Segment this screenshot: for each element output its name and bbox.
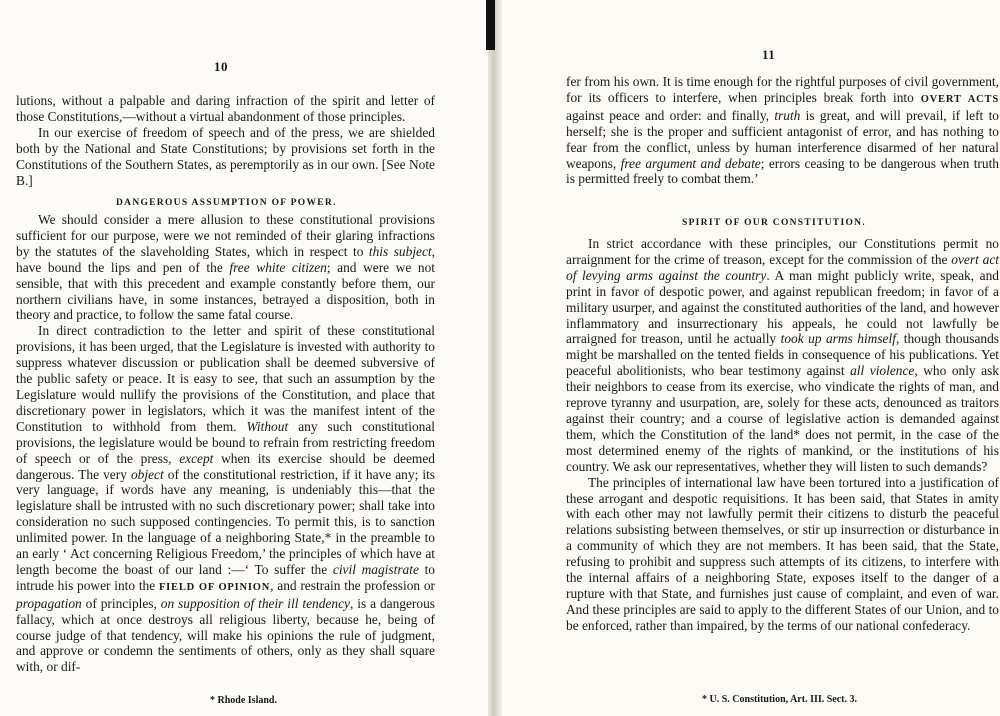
emphasis: free argument and debate — [620, 155, 761, 171]
text-run: of principles, — [81, 595, 161, 611]
page-number: 11 — [762, 47, 776, 62]
emphasis: Without — [246, 418, 289, 434]
footnote: * Rhode Island. — [210, 695, 277, 706]
text-run: is great, and will prevail, if left to herself; she is the proper and sufficient antagonist of error, and has nothing to fear from the conflict, unless by human interference disarmed of her natural weapons, — [566, 107, 1000, 171]
text-run: against peace and order: and finally, — [566, 107, 775, 123]
text-run: any such constitutional provisions, the legislature would be bound to refrain from restricting freedom of speech or of the press, — [16, 418, 436, 466]
text-run: In direct contradiction to the letter and spirit of these constitutional provisions, it has been urged, that the Legislature is invested with authority to suppress whatever discussion or publication shall be deemed subversive of the public safety or peace. It is easy to see, that such an assumption by the Legislature would nullify the provisions of the Constitution, and place that discretionary power in legislators, which it was the manifest intent of the Constitution to withhold from them. — [16, 323, 435, 434]
section-heading: DANGEROUS ASSUMPTION OF POWER. — [116, 198, 337, 208]
right-page-body — [566, 74, 999, 187]
paragraph: In our exercise of freedom of speech and of the press, we are shielded both by the National and State Constitutions; by provisions set forth in the Constitutions of the Southern States, as peremptorily as in our own. [See Note B.] — [16, 124, 435, 188]
emphasis: on supposition of their ill tendency — [160, 595, 350, 611]
text-run: to intrude his power into the — [16, 561, 435, 593]
text-run: , is a dangerous fallacy, which at once destroys all religious liberty, because he, being of course judge of that tendency, will make his opinions the rule of judgment, and approve or condemn the sentiments of others, only as they shall square with, or dif- — [16, 595, 435, 675]
emphasis: civil magistrate — [332, 561, 419, 577]
text-run: when its exercise should be deemed dangerous. The very — [16, 450, 435, 482]
emphasis: propagation — [16, 595, 82, 611]
paragraph — [566, 236, 999, 475]
left-page-body-2 — [16, 212, 435, 675]
text-run: We should consider a mere allusion to these constitutional provisions sufficient for our purpose, were we not reminded of their glaring infractions by the statutes of the slaveholding States, which in respect to — [16, 212, 435, 259]
emphasis: except — [179, 450, 214, 466]
text-run: , have bound the lips and pen of the — [16, 243, 436, 275]
text-run: , though thousands might be marshalled on the tented fields in consequence of his publications. Yet peaceful abolitionists, who bear testimony against — [566, 331, 999, 379]
emphasis: overt act of levying arms against the country — [566, 251, 999, 283]
text-run: ; errors ceasing to be dangerous when truth is permitted freely to combat them.’ — [566, 155, 999, 187]
text-run: . A man might publicly write, speak, and print in favor of despotic power, and against republican freedom; in favor of a military usurper, and against the constituted authorities of the land, and however inflammatory and insurrectionary his appeals, he could not lawfully be arraigned for treason, until he actually — [566, 267, 999, 347]
left-page — [0, 0, 488, 716]
text-run: fer from his own. It is time enough for the rightful purposes of civil government, for its officers to interfere, when principles break forth into — [566, 74, 999, 105]
section-heading: SPIRIT OF OUR CONSTITUTION. — [682, 218, 866, 228]
continued-paragraph — [566, 74, 999, 187]
right-page — [502, 0, 1000, 716]
emphasis: truth — [774, 107, 801, 123]
paragraph — [16, 323, 435, 675]
emphasis: free white citizen — [229, 259, 327, 275]
binding-shadow — [486, 0, 495, 50]
small-caps: OVERT ACTS — [920, 93, 999, 105]
text-run: , who only ask their neighbors to cease from its exercise, who vindicate the rights of man, and reprove tyranny and usurpation, are, solely for these acts, denounced as traitors against their country; and a course of legislative action is demanded against them, which the Constitution of the land* does not permit, in the case of the most determined enemy of the rights of mankind, or the institutions of his country. We ask our representatives, whether they will listen to such demands? — [566, 363, 999, 474]
page-number: 10 — [214, 59, 228, 74]
emphasis: this subject — [368, 243, 432, 259]
paragraph — [16, 212, 435, 323]
emphasis: object — [130, 466, 164, 482]
emphasis: took up arms himself — [780, 331, 896, 347]
footnote: * U. S. Constitution, Art. III. Sect. 3. — [702, 694, 858, 705]
emphasis: all violence — [850, 363, 915, 379]
text-run: In strict accordance with these principles, our Constitutions permit no arraignment for the crime of treason, except for the commission of the — [566, 236, 999, 267]
right-page-body-2 — [566, 236, 999, 634]
book-gutter — [488, 0, 502, 716]
text-run: of the constitutional restriction, if it have any; its very language, if words have any meaning, is undeniably this—that the legislature shall be intrusted with no such discretionary power; shall take into consideration no such supposed contingencies. To permit this, is to sanction unlimited power. In the language of a neighboring State,* in the preamble to an early ‘ Act concerning Religious Freedom,’ the principles of which have at length become the boast of our land :—‘ To suffer the — [16, 466, 436, 577]
text-run: ; and were we not sensible, that with this precedent and example constantly before them, our northern civilians have, in some instances, betrayed a disposition, both in theory and practice, to follow the same fatal course. — [16, 259, 435, 323]
continued-paragraph: lutions, without a palpable and daring infraction of the spirit and letter of those Constitutions,—without a virtual abandonment of those principles. — [16, 93, 435, 124]
small-caps: FIELD OF OPINION — [158, 581, 271, 593]
text-run: , and restrain the profession or — [270, 577, 436, 593]
paragraph: The principles of international law have been tortured into a justification of these arrogant and despotic requisitions. It has been said, that States in amity with each other may not lawfully permit their citizens to disturb the peaceful relations subsisting between themselves, or stir up insurrection or disturbance in a community of which they are not members. It has been said, that the State, refusing to prohibit and suppress such attempts of its citizens, to interfere with the internal affairs of a neighboring State, exposes itself to the danger of a rupture with that State, and furnishes just cause of complaint, and even of war. And these principles are said to apply to the different States of our Union, and to be enforced, rather than impaired, by the terms of our national confederacy. — [566, 474, 999, 633]
left-page-body — [16, 93, 435, 188]
